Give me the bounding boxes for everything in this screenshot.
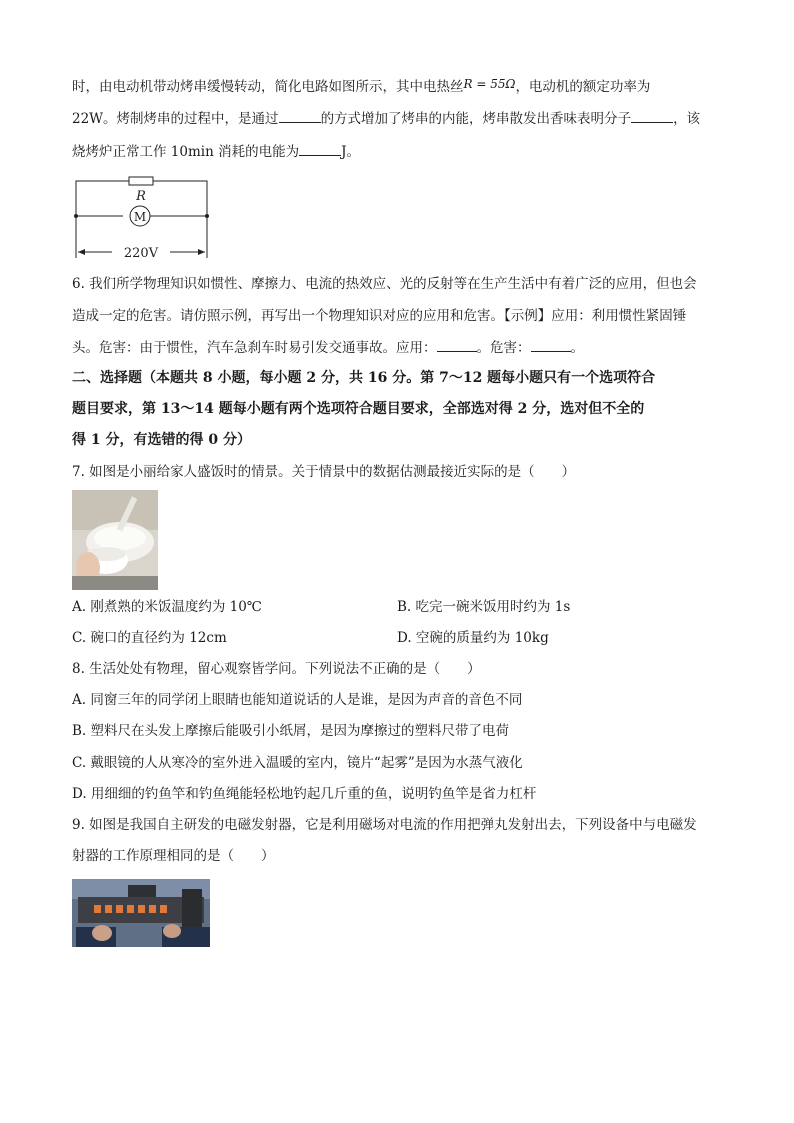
q6-line-1: 6. 我们所学物理知识如惯性、摩擦力、电流的热效应、光的反射等在生产生活中有着广泛的应用，但也会 [72, 276, 697, 292]
q8-option-c[interactable]: C. 戴眼镜的人从寒冷的室外进入温暖的室内，镜片“起雾”是因为水蒸气液化 [72, 755, 523, 771]
answer-blank[interactable] [437, 337, 477, 352]
q5-text: 22W。烤制烤串的过程中，是通过 [72, 111, 279, 127]
arrow-right-icon [198, 249, 205, 255]
q7-option-b[interactable]: B. 吃完一碗米饭用时约为 1s [397, 599, 571, 615]
answer-blank[interactable] [299, 141, 341, 156]
junction-dot [205, 214, 209, 218]
section-heading-line-2: 题目要求，第 13～14 题每小题有两个选项符合题目要求，全部选对得 2 分，选对但不全的 [72, 401, 645, 417]
motor-label: M [133, 210, 147, 224]
q8-stem: 8. 生活处处有物理，留心观察皆学问。下列说法不正确的是（ ） [72, 661, 481, 677]
q8-option-d[interactable]: D. 用细细的钓鱼竿和钓鱼绳能轻松地钓起几斤重的鱼，说明钓鱼竿是省力杠杆 [72, 786, 537, 802]
q5-line-1 [72, 74, 650, 97]
circuit-diagram [70, 172, 214, 264]
voltage-label: 220V [123, 246, 159, 261]
resistance-formula: R = 55Ω [463, 77, 516, 91]
q5-text: 烧烤炉正常工作 10min 消耗的电能为 [72, 144, 300, 160]
q7-option-a[interactable]: A. 刚煮熟的米饭温度约为 10℃ [72, 599, 262, 615]
rice-serving-photo [72, 490, 158, 590]
q5-line-3 [72, 141, 360, 162]
q6-text: 。 [570, 340, 584, 356]
q7-stem: 7. 如图是小丽给家人盛饭时的情景。关于情景中的数据估测最接近实际的是（ ） [72, 464, 576, 480]
q8-option-a[interactable]: A. 同窗三年的同学闭上眼睛也能知道说话的人是谁，是因为声音的音色不同 [72, 692, 523, 708]
q5-text: ，该 [673, 111, 701, 127]
q9-line-1: 9. 如图是我国自主研发的电磁发射器，它是利用磁场对电流的作用把弹丸发射出去，下列设备中与电磁发 [72, 817, 697, 833]
q7-option-d[interactable]: D. 空碗的质量约为 10kg [397, 630, 549, 646]
q5-text: 时，由电动机带动烤串缓慢转动，简化电路如图所示，其中电热丝 [72, 79, 464, 95]
resistor-label: R [136, 189, 146, 204]
electromagnetic-launcher-photo [72, 879, 210, 947]
q7-option-c[interactable]: C. 碗口的直径约为 12cm [72, 630, 227, 646]
arrow-left-icon [78, 249, 85, 255]
q5-text: 的方式增加了烤串的内能，烤串散发出香味表明分子 [320, 111, 632, 127]
section-heading-line-1: 二、选择题（本题共 8 小题，每小题 2 分，共 16 分。第 7～12 题每小题只有一个选项符合 [72, 370, 656, 386]
q6-text: 。危害： [476, 340, 531, 356]
section-heading-line-3: 得 1 分，有选错的得 0 分） [72, 432, 251, 448]
q6-line-2: 造成一定的危害。请仿照示例，再写出一个物理知识对应的应用和危害。【示例】应用：利用惯性紧固锤 [72, 308, 687, 324]
q5-line-2 [72, 108, 700, 129]
answer-blank[interactable] [531, 337, 571, 352]
answer-blank[interactable] [279, 108, 321, 123]
q6-text: 头。危害：由于惯性，汽车急刹车时易引发交通事故。应用： [72, 340, 437, 356]
q8-option-b[interactable]: B. 塑料尺在头发上摩擦后能吸引小纸屑，是因为摩擦过的塑料尺带了电荷 [72, 723, 510, 739]
q5-text: J。 [341, 144, 360, 160]
junction-dot [74, 214, 78, 218]
q9-line-2: 射器的工作原理相同的是（ ） [72, 848, 275, 864]
q6-line-3 [72, 337, 584, 358]
q5-text: ，电动机的额定功率为 [515, 79, 651, 95]
answer-blank[interactable] [631, 108, 673, 123]
